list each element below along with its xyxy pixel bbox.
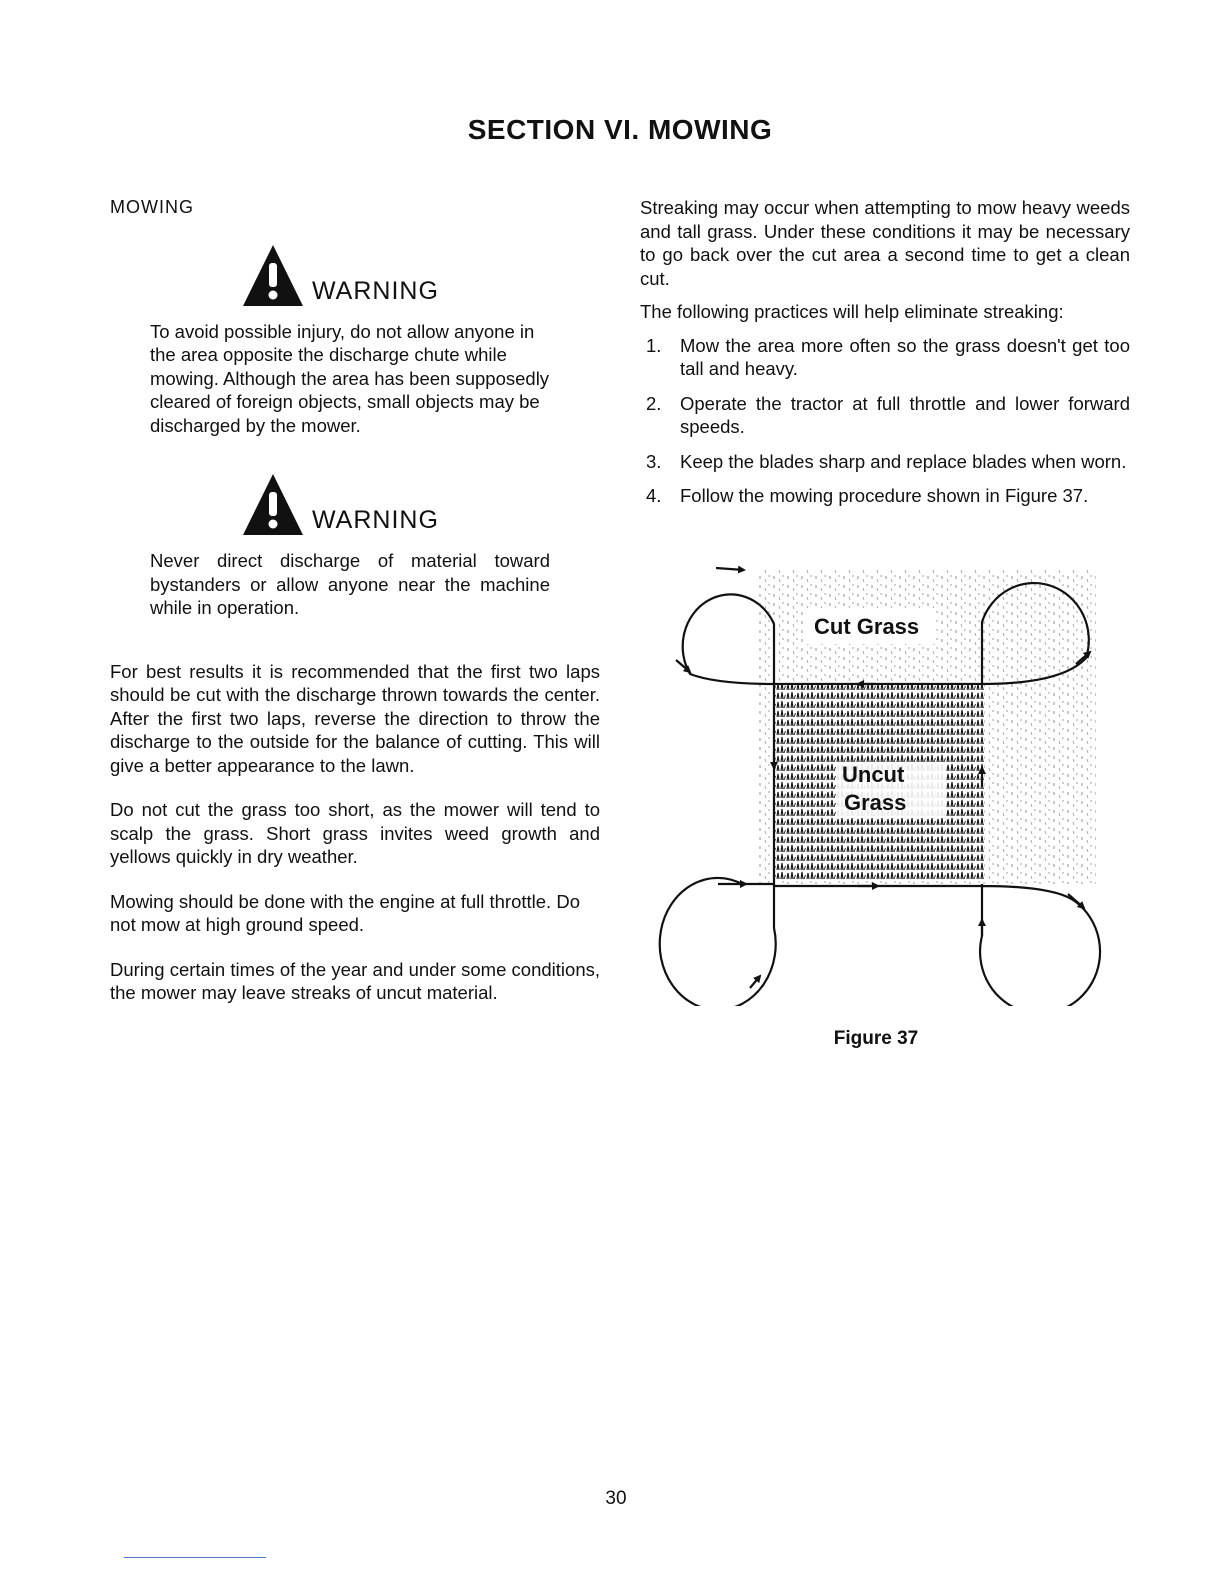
uncut-grass-label: Grass: [844, 790, 907, 815]
warning-label-2: WARNING: [312, 506, 439, 534]
mowing-subheading: MOWING: [110, 197, 194, 217]
warning-text-2: Never direct discharge of material toward bystanders or allow anyone near the machine while in operation.: [150, 550, 550, 618]
paragraph-cut-short: Do not cut the grass too short, as the mower will tend to scalp the grass. Short grass invites weed growth and yellows quickly in dry weather.: [110, 799, 600, 867]
warning-text-1: To avoid possible injury, do not allow anyone in the area opposite the discharge chute while mowing. Although the area has been supposedly cleared of foreign objects, small objects may be discharged by the mower.: [150, 320, 550, 436]
paragraph-best-results: For best results it is recommended that the first two laps should be cut with the discharge thrown towards the center. After the first two laps, reverse the direction to throw the discharge to the outside for the balance of cutting. This will give a better appearance to the lawn.: [110, 660, 600, 776]
list-intro: The following practices will help eliminate streaking:: [640, 301, 1064, 322]
paragraph-throttle: Mowing should be done with the engine at full throttle. Do not mow at high ground speed.: [110, 890, 580, 935]
warning-icon: [240, 242, 306, 308]
list-item: 1. Mow the area more often so the grass doesn't get too tall and heavy.: [646, 334, 1130, 379]
footer-rule: [124, 1557, 266, 1558]
right-column: [640, 196, 1130, 508]
list-item: 4. Follow the mowing procedure shown in Figure 37.: [646, 485, 1089, 506]
list-item: 2. Operate the tractor at full throttle and lower forward speeds.: [646, 392, 1130, 437]
practices-list: [640, 334, 1130, 508]
warning-icon: [240, 471, 306, 537]
uncut-label: Uncut: [842, 762, 905, 787]
section-title: SECTION VI. MOWING: [467, 114, 773, 145]
figure-caption: Figure 37: [833, 1028, 919, 1049]
arrow-icon: [750, 976, 760, 988]
arrow-icon: [1068, 894, 1084, 908]
arrow-icon: [676, 660, 690, 672]
page-number: 30: [605, 1488, 627, 1509]
warning-header-1: [240, 242, 600, 308]
warning-header-2: [240, 471, 600, 537]
cut-grass-label: Cut Grass: [814, 614, 920, 639]
paragraph-streaking-intro: Streaking may occur when attempting to mow heavy weeds and tall grass. Under these conditions it may be necessary to go back over the cut area a second time to get a clean cut.: [640, 197, 1130, 289]
mowing-pattern-figure: [646, 556, 1106, 1006]
arrow-icon: [716, 568, 744, 570]
left-column: [110, 196, 600, 1005]
paragraph-streaks: During certain times of the year and under some conditions, the mower may leave streaks of uncut material.: [110, 958, 600, 1003]
list-item: 3. Keep the blades sharp and replace blades when worn.: [646, 450, 1127, 472]
warning-label-1: WARNING: [312, 276, 439, 305]
